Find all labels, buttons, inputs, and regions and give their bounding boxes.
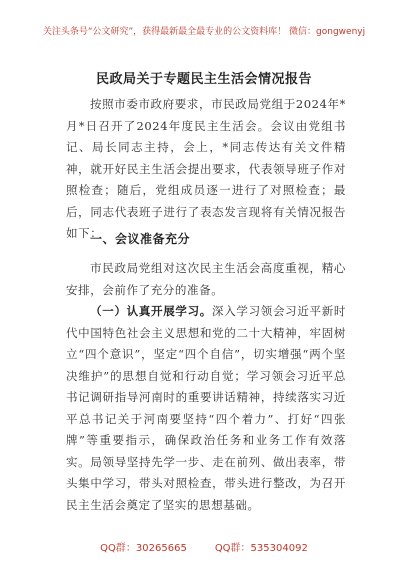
subsection1-heading: （一）认真开展学习。 bbox=[90, 304, 212, 318]
document-title: 民政局关于专题民主生活会情况报告 bbox=[95, 72, 312, 87]
subsection1-paragraph bbox=[66, 301, 346, 516]
intro-text: 按照市委市政府要求，市民政局党组于2024年*月*日召开了2024年度民主生活会。会议由党组书记、局长同志主持，会上，*同志传达有关文件精神，就开好民主生活会提出要求，代表领导班子作对照检查；随后，党组成员逐一进行了对照检查；最后，同志代表班子进行了表态发言现将有关情况报告如下： bbox=[66, 97, 346, 240]
header-promo-note: 关注头条号“公文研究”，获得最新最全最专业的公文资料库！ 微信：gongwenyj bbox=[42, 27, 366, 37]
footer-contact bbox=[0, 539, 408, 554]
section1-intro-text: 市民政局党组对这次民主生活会高度重视，精心安排，会前作了充分的准备。 bbox=[66, 261, 346, 297]
section-heading-1: 一、会议准备充分 bbox=[90, 232, 191, 246]
section1-intro-paragraph bbox=[66, 258, 346, 301]
footer-qq-group-1: QQ群：30265665 bbox=[100, 543, 187, 554]
subsection1-text: 深入学习领会习近平新时代中国特色社会主义思想和党的二十大精神，牢固树立“四个意识”，坚定“四个自信”，切实增强“两个坚决维护”的思想自觉和行动自觉；学习领会习近平总书记调研指导河南时的重要讲话精神，持续落实习近平总书记关于河南要坚持“四个着力”、打好“四张牌”等重要指示，确保政治任务和业务工作有效落实。局领导坚持先学一步、走在前列、做出表率，带头集中学习，带头对照检查，带头进行整改，为召开民主生活会奠定了坚实的思想基础。 bbox=[66, 304, 346, 512]
footer-qq-group-2: QQ群：535304092 bbox=[214, 543, 308, 554]
